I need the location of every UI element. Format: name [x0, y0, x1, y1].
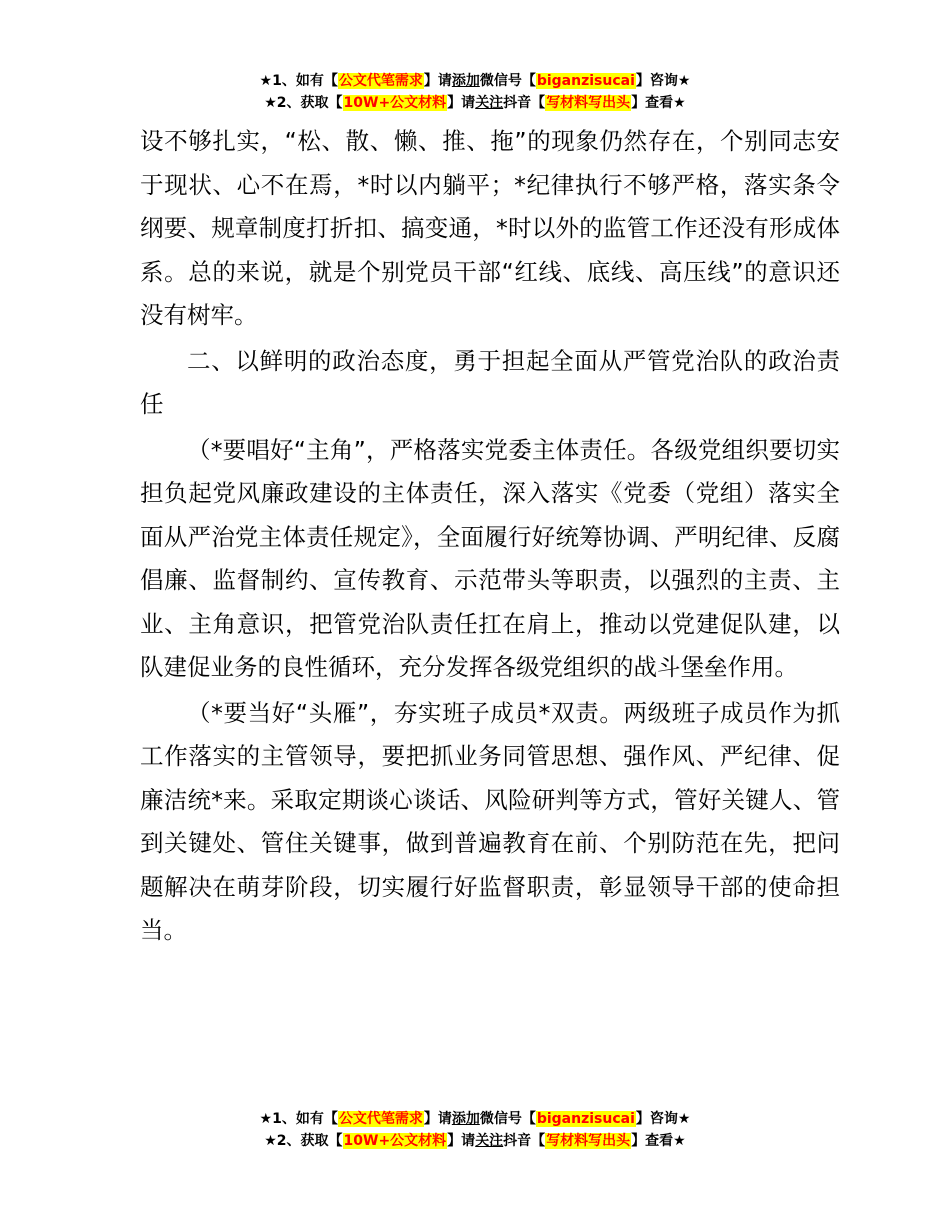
footer-tag-ghostwriting: 公文代笔需求 — [338, 1111, 423, 1127]
header-banner — [0, 70, 950, 114]
document-body — [140, 120, 840, 953]
section-heading: 二、以鲜明的政治态度，勇于担起全面从严管党治队的政治责任 — [140, 346, 840, 418]
paragraph-lead-role: （*要唱好“主角”，严格落实党委主体责任。各级党组织要切实担负起党风廉政建设的主体责任，深入落实《党委（党组）落实全面从严治党主体责任规定》，全面履行好统筹协调、严明纪律、反腐倡廉、监督制约、宣传教育、示范带头等职责，以强烈的主责、主业、主角意识，把管党治队责任扛在肩上，推动以党建促队建，以队建促业务的良性循环，充分发挥各级党组织的战斗堡垒作用。 — [140, 435, 840, 681]
header-line-1: ★1、如有【公文代笔需求】请添加微信号【biganzisucai】咨询★ — [259, 73, 691, 89]
footer-line-1: ★1、如有【公文代笔需求】请添加微信号【biganzisucai】咨询★ — [259, 1111, 691, 1127]
header-tag-wechat-id: biganzisucai — [536, 73, 635, 89]
paragraph-head-goose: （*要当好“头雁”，夯实班子成员*双责。两级班子成员作为抓工作落实的主管领导，要把抓业务同管思想、强作风、严纪律、促廉洁统*来。采取定期谈心谈话、风险研判等方式，管好关键人、管到关键处、管住关键事，做到普遍教育在前、个别防范在先，把问题解决在萌芽阶段，切实履行好监督职责，彰显领导干部的使命担当。 — [140, 698, 840, 944]
footer-tag-materials: 10W+公文材料 — [343, 1133, 447, 1149]
footer-line-2: ★2、获取【10W+公文材料】请关注抖音【写材料写出头】查看★ — [264, 1133, 686, 1149]
header-tag-ghostwriting: 公文代笔需求 — [338, 73, 423, 89]
header-tag-materials: 10W+公文材料 — [343, 95, 447, 111]
paragraph-continuation: 设不够扎实，“松、散、懒、推、拖”的现象仍然存在，个别同志安于现状、心不在焉，*时以内躺平；*纪律执行不够严格，落实条令纲要、规章制度打折扣、搞变通，*时以外的监管工作还没有形成体系。总的来说，就是个别党员干部“红线、底线、高压线”的意识还没有树牢。 — [140, 127, 840, 329]
footer-tag-wechat-id: biganzisucai — [536, 1111, 635, 1127]
footer-banner — [0, 1108, 950, 1152]
header-line-2: ★2、获取【10W+公文材料】请关注抖音【写材料写出头】查看★ — [264, 95, 686, 111]
header-tag-douyin: 写材料写出头 — [546, 95, 631, 111]
footer-tag-douyin: 写材料写出头 — [546, 1133, 631, 1149]
